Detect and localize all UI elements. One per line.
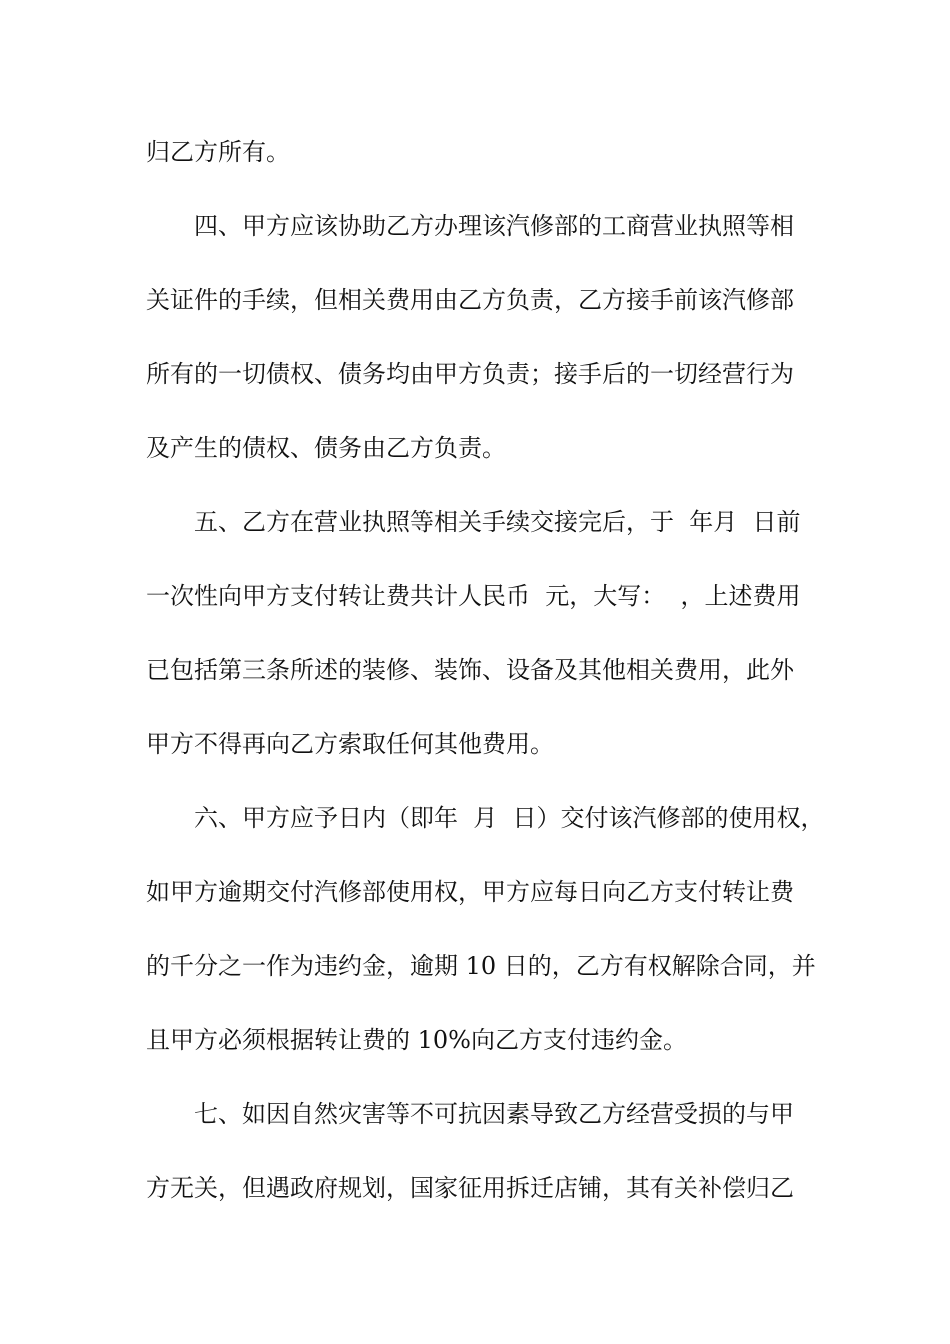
text-line-10: 六、甲方应予日内（即年 月 日）交付该汽修部的使用权，	[194, 804, 825, 832]
text-line-8: 已包括第三条所述的装修、装饰、设备及其他相关费用，此外	[146, 656, 794, 684]
text-line-6: 五、乙方在营业执照等相关手续交接完后，于 年月 日前	[194, 508, 801, 536]
text-line-2: 四、甲方应该协助乙方办理该汽修部的工商营业执照等相	[194, 212, 794, 240]
text-line-5: 及产生的债权、债务由乙方负责。	[146, 434, 506, 462]
text-line-7: 一次性向甲方支付转让费共计人民币 元，大写： ，上述费用	[146, 582, 801, 610]
text-line-4: 所有的一切债权、债务均由甲方负责；接手后的一切经营行为	[146, 360, 794, 388]
text-line-1: 归乙方所有。	[146, 138, 290, 166]
text-line-13: 且甲方必须根据转让费的 10%向乙方支付违约金。	[146, 1026, 687, 1054]
text-line-15: 方无关，但遇政府规划，国家征用拆迁店铺，其有关补偿归乙	[146, 1174, 794, 1202]
text-line-3: 关证件的手续，但相关费用由乙方负责，乙方接手前该汽修部	[146, 286, 794, 314]
text-line-11: 如甲方逾期交付汽修部使用权，甲方应每日向乙方支付转让费	[146, 878, 794, 906]
text-line-12: 的千分之一作为违约金，逾期 10 日的，乙方有权解除合同，并	[146, 952, 816, 980]
text-line-9: 甲方不得再向乙方索取任何其他费用。	[146, 730, 554, 758]
text-line-14: 七、如因自然灾害等不可抗因素导致乙方经营受损的与甲	[194, 1100, 794, 1128]
